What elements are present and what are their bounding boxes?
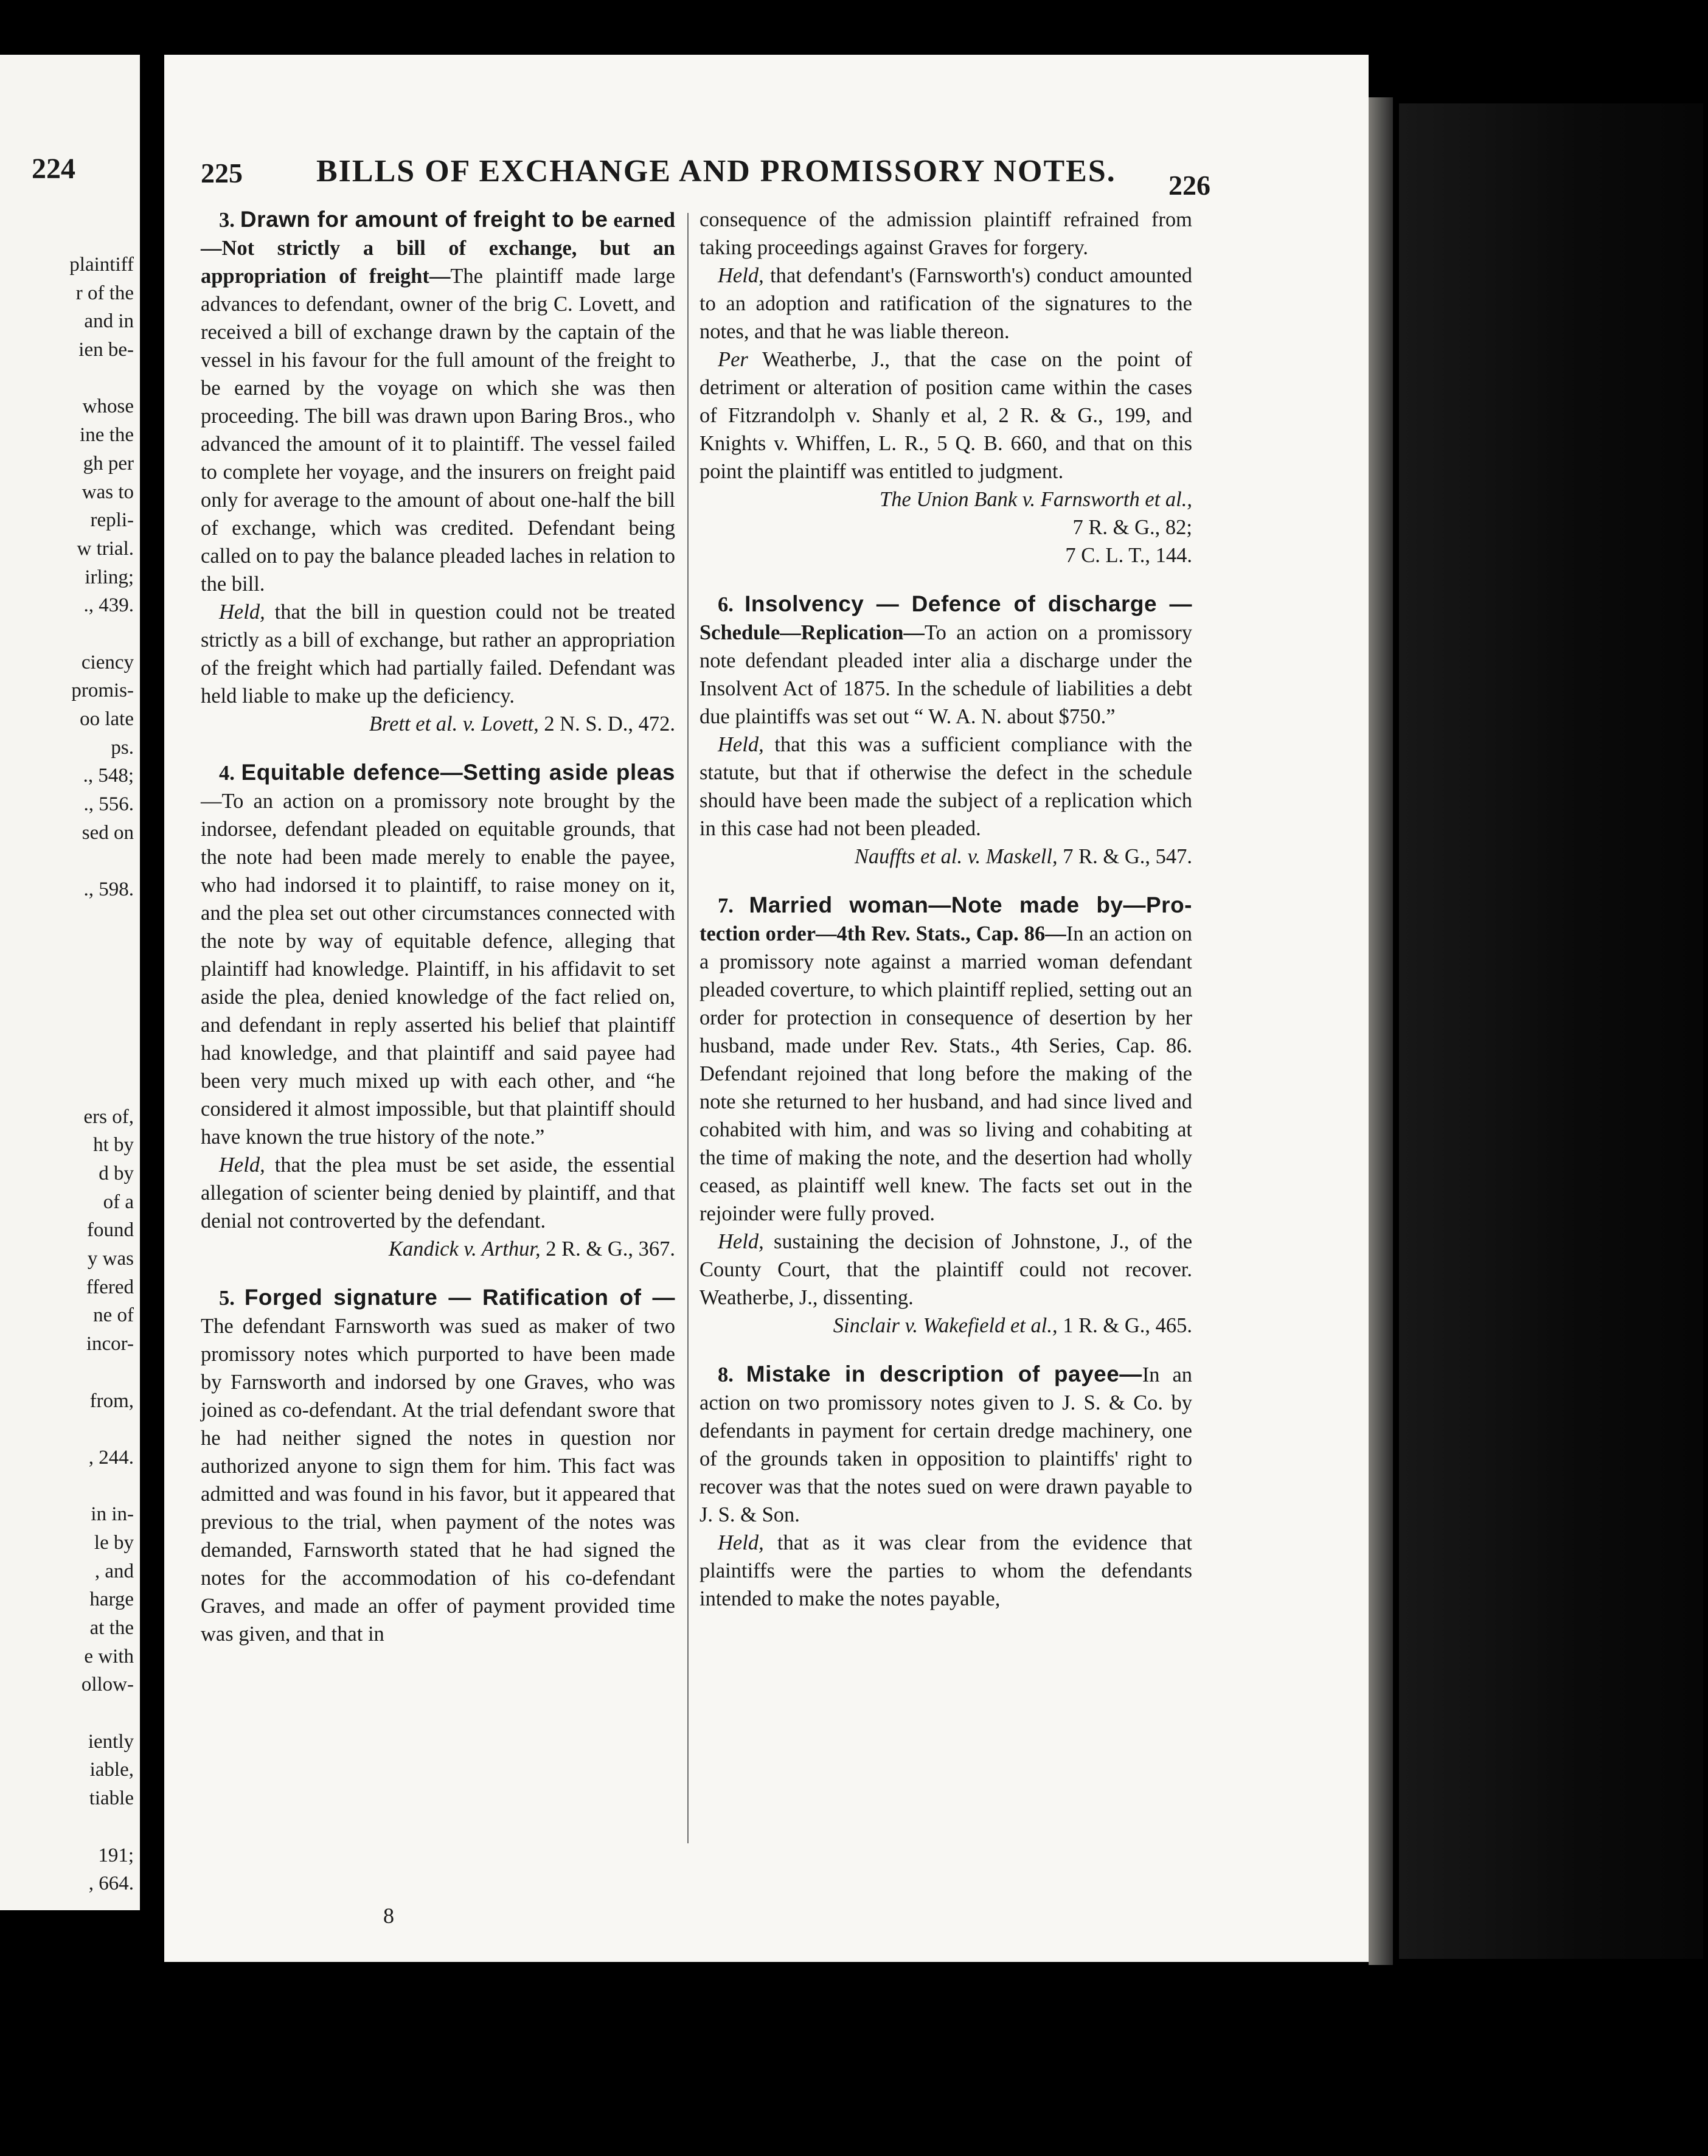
per-opinion: Weatherbe, J., that the case on the point of detriment or alteration of position came within the cases of Fitzrandolph v. Shanly et al, 2 R. & G., 199, and Knights v. Whiffen, L. R., 5 Q. B. 660, and that on this point the plaintiff was entitled to judgment. <box>700 348 1192 483</box>
held-label: Held, <box>718 264 764 287</box>
running-header <box>201 154 1210 201</box>
case-heading: Forged signature — Ratification of — <box>244 1285 676 1310</box>
page-title: BILLS OF EXCHANGE AND PROMISSORY NOTES. <box>316 154 1116 189</box>
case-subheading: Schedule—Replication— <box>700 621 925 644</box>
case-8 <box>700 1360 1192 1613</box>
per-label: Per <box>718 348 748 371</box>
case-7 <box>700 891 1192 1340</box>
page-edge <box>1369 97 1393 1965</box>
case-body: In an action on a promissory note against a married woman defendant pleaded coverture, to which plaintiff replied, setting out an order for protection in consequence of desertion by her husband, made under Rev. Stats., 4th Series, Cap. 86. Defendant rejoined that long before the making of the note she returned to her husband, and had since lived and cohabited with him, and was so living and cohabiting at the time of making the note, and the desertion had wholly ceased, as plaintiff well knew. The facts set out in the rejoinder were fully proved. <box>700 922 1192 1225</box>
left-page-fragment-line <box>6 1472 134 1501</box>
left-page-fragment-line <box>6 847 134 875</box>
case-heading: Drawn for amount of freight to be <box>240 207 608 232</box>
left-page-fragment-line <box>6 364 134 393</box>
case-3 <box>201 206 675 738</box>
left-page-fragment-line: irling; <box>85 566 134 588</box>
case-number: 3. <box>219 209 235 232</box>
page-number-left: 225 <box>201 158 243 189</box>
held-label: Held, <box>718 1230 764 1253</box>
held-label: Held, <box>718 1531 764 1554</box>
citation-ref: 7 R. & G., 82; <box>1072 516 1192 539</box>
citation-ref-2: 7 C. L. T., 144. <box>1065 544 1192 567</box>
case-body: The defendant Farnsworth was sued as maker of two promissory notes which purported to have been made by Farnsworth and indorsed by one Graves, who was joined as co-defendant. At the trial defendant swore that he had neither signed the notes in question nor authorized anyone to sign them for him. This fact was admitted and was found in his favor, but it appeared that previous to the trial, when payment of the notes was demanded, Farnsworth stated that he had signed the notes for the accommodation of his co-defendant Graves, and made an offer of payment provided time was given, and that in <box>201 1315 675 1646</box>
left-page-fragment-line: e with <box>84 1645 134 1667</box>
left-column <box>201 206 675 1669</box>
left-page-number: 224 <box>32 153 75 185</box>
case-subheading: tection order—4th Rev. Stats., Cap. 86— <box>700 922 1066 945</box>
citation-names: The Union Bank v. Farnsworth et al., <box>880 488 1192 511</box>
left-page-fragment-line <box>6 620 134 649</box>
left-page-fragment-line: oo late <box>80 708 134 730</box>
left-page-fragment-line: repli- <box>90 509 134 532</box>
left-page-fragment-line: in in- <box>91 1503 134 1526</box>
left-page-fragment-line: ollow- <box>81 1674 134 1696</box>
left-page-fragment-line <box>6 1074 134 1103</box>
left-page-fragment-line: incor- <box>86 1333 134 1355</box>
left-page-fragment-line <box>6 1018 134 1046</box>
holding: that the plea must be set aside, the essential allegation of scienter being denied by plaintiff, and that denial not controverted by the defendant. <box>201 1153 676 1233</box>
left-page-fragment-line: d by <box>99 1163 134 1184</box>
left-page-fragment-line: le by <box>94 1531 134 1554</box>
case-heading: Mistake in description of payee— <box>746 1361 1142 1386</box>
held-label: Held, <box>219 1153 265 1177</box>
citation-names: Brett et al. v. Lovett, <box>369 712 539 735</box>
left-page-fragment-line: w trial. <box>77 537 134 560</box>
left-page-fragment-line: ps. <box>111 736 134 759</box>
case-number: 8. <box>718 1363 734 1386</box>
case-4 <box>201 759 675 1263</box>
citation-ref: 2 N. S. D., 472. <box>544 712 675 735</box>
left-page-fragment-line: 191; <box>98 1844 134 1866</box>
case-heading: Married woman—Note made by—Pro- <box>749 892 1192 917</box>
case-body: —To an action on a promissory note brought by the indorsee, defendant pleaded on equitable grounds, that the note had been made merely to enable the payee, who had indorsed it to plaintiff, to raise money on it, and the plea set out other circumstances connected with the note by way of equitable defence, alleging that plaintiff had knowledge. Plaintiff, in his affidavit to set aside the plea, denied knowledge of the fact relied on, and defendant in reply asserted his belief that plaintiff had knowledge, and that plaintiff and said payee had been very much mixed up with each other, and “he considered it almost impossible, but that plaintiff should have known the true history of the note.” <box>201 790 675 1149</box>
left-page-fragment-line: , 244. <box>88 1446 134 1469</box>
left-page-fragment-line: iable, <box>89 1759 134 1781</box>
citation-ref: 2 R. & G., 367. <box>546 1237 675 1261</box>
left-page-fragment-line: sed on <box>82 821 134 844</box>
left-page-fragment-line: plaintiff <box>69 254 134 276</box>
citation-ref: 1 R. & G., 465. <box>1063 1314 1192 1337</box>
left-page-fragment-line: y was <box>87 1248 134 1270</box>
column-rule <box>687 213 689 1843</box>
holding: that as it was clear from the evidence that plaintiffs were the parties to whom the defendants intended to make the notes payable, <box>700 1531 1193 1610</box>
holding: that this was a sufficient compliance with the statute, but that if otherwise the defect in the schedule should have been made the subject of a replication which in this case had not been pleaded. <box>700 733 1192 840</box>
case-5-continued <box>700 206 1192 569</box>
left-page-fragment-line: ciency <box>81 651 134 673</box>
case-subheading: earned—Not strictly a bill of exchange, but an appropriation of freight— <box>201 209 675 288</box>
left-page-fragment-line <box>6 989 134 1018</box>
left-page-fragment-line: promis- <box>71 680 134 702</box>
case-number: 4. <box>219 762 235 785</box>
left-page-fragment-line: and in <box>84 310 134 333</box>
left-page-fragment <box>0 55 140 1910</box>
left-page-fragment-line: ien be- <box>78 339 134 361</box>
signature-mark: 8 <box>383 1904 394 1928</box>
holding: that the bill in question could not be treated strictly as a bill of exchange, but rather an appropriation of the freight which had partially failed. Defendant was held liable to make up the deficiency. <box>201 600 676 708</box>
left-page-fragment-line: ., 439. <box>83 594 134 617</box>
holding: that defendant's (Farnsworth's) conduct amounted to an adoption and ratification of the signatures to the notes, and that he was liable thereon. <box>700 264 1192 343</box>
left-page-fragment-line: ., 598. <box>83 878 134 901</box>
citation <box>201 1235 675 1263</box>
left-page-fragment-line: r of the <box>75 282 134 304</box>
case-number: 7. <box>718 894 734 917</box>
left-page-fragment-line <box>6 1699 134 1728</box>
page-number-right: 226 <box>1168 170 1210 201</box>
citation <box>700 1312 1192 1340</box>
left-page-fragment-line: ffered <box>86 1276 134 1298</box>
left-page-fragment-line: of a <box>103 1191 134 1213</box>
holding: sustaining the decision of Johnstone, J., of the County Court, that the plaintiff could not recover. Weatherbe, J., dissenting. <box>700 1230 1193 1309</box>
left-page-fragment-line <box>6 1358 134 1387</box>
left-page-fragment-line: harge <box>89 1588 134 1611</box>
left-page-fragment-line: ht by <box>93 1134 134 1156</box>
scan-background <box>1399 103 1703 1959</box>
left-page-fragment-line: , 664. <box>88 1873 134 1895</box>
citation-ref: 7 R. & G., 547. <box>1063 845 1192 868</box>
case-heading: Equitable defence—Setting aside pleas <box>241 760 675 785</box>
left-page-fragment-line: at the <box>89 1617 134 1639</box>
left-page-fragment-line: , and <box>94 1560 134 1582</box>
left-page-fragment-line: was to <box>82 481 134 503</box>
citation-names: Kandick v. Arthur, <box>388 1237 541 1261</box>
left-page-fragment-line <box>6 1415 134 1444</box>
citation-names: Sinclair v. Wakefield et al., <box>833 1314 1058 1337</box>
left-page-fragment-line: ., 548; <box>83 765 134 787</box>
left-page-fragment-line: ers of, <box>83 1105 134 1128</box>
case-body: The plaintiff made large advances to defendant, owner of the brig C. Lovett, and received a bill of exchange drawn by the captain of the vessel in his favour for the full amount of the freight to be earned by the voyage on which she was then proceeding. The bill was drawn upon Baring Bros., who advanced the amount of it to plaintiff. The vessel failed to complete her voyage, and the insurers on freight paid only for average to the amount of about one-half the bill of exchange, which was credited. Defendant being called on to pay the balance pleaded laches in relation to the bill. <box>201 265 676 596</box>
case-5-start <box>201 1284 675 1648</box>
held-label: Held, <box>718 733 764 756</box>
citation <box>700 485 1192 513</box>
citation <box>700 843 1192 871</box>
case-6 <box>700 590 1192 871</box>
left-page-line-fragments <box>6 251 134 1898</box>
left-page-fragment-line <box>6 1813 134 1841</box>
right-column <box>700 206 1192 1633</box>
case-continuation: consequence of the admission plaintiff refrained from taking proceedings against Graves for forgery. <box>700 208 1192 259</box>
held-label: Held, <box>219 600 265 624</box>
left-page-fragment-line: ., 556. <box>83 793 134 816</box>
case-number: 5. <box>219 1287 235 1310</box>
case-number: 6. <box>718 593 734 616</box>
left-page-fragment-line: whose <box>82 395 134 418</box>
case-body: To an action on a promissory note defendant pleaded inter alia a discharge under the Insolvent Act of 1875. In the schedule of liabilities a debt due plaintiffs was set out “ W. A. N. about $750.” <box>700 621 1192 728</box>
left-page-fragment-line <box>6 1046 134 1074</box>
case-body: In an action on two promissory notes given to J. S. & Co. by defendants in payment for certain dredge machinery, one of the grounds taken in opposition to plaintiffs' right to recover was that the notes sued on were drawn payable to J. S. & Son. <box>700 1363 1193 1526</box>
left-page-fragment-line: iently <box>88 1730 134 1753</box>
left-page-fragment-line: ine the <box>80 424 134 447</box>
left-page-fragment-line <box>6 961 134 989</box>
left-page-fragment-line: from, <box>89 1389 134 1412</box>
left-page-fragment-line: ne of <box>93 1304 134 1327</box>
left-page-fragment-line: gh per <box>83 452 134 475</box>
citation <box>201 710 675 738</box>
left-page-fragment-line: tiable <box>89 1787 134 1810</box>
left-page-fragment-line: found <box>87 1219 134 1242</box>
left-page-fragment-line <box>6 904 134 933</box>
left-page-fragment-line <box>6 933 134 961</box>
case-heading: Insolvency — Defence of discharge — <box>745 591 1193 616</box>
citation-names: Nauffts et al. v. Maskell, <box>854 845 1058 868</box>
